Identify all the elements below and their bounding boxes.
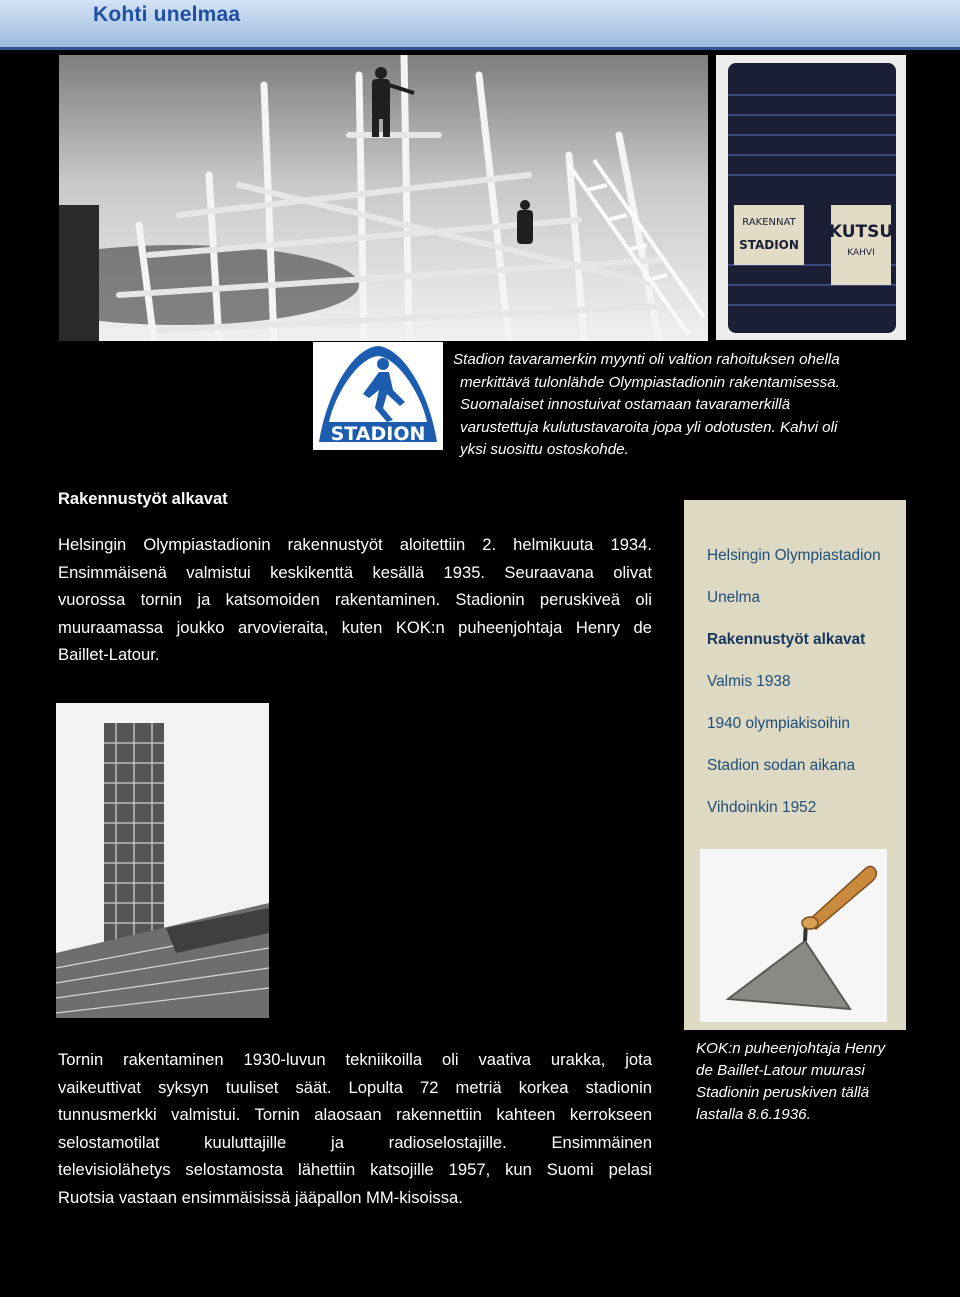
- coffee-tin-photo: [716, 55, 906, 340]
- intro-paragraph: [58, 531, 652, 669]
- caption-line: de Baillet-Latour muurasi: [696, 1062, 865, 1079]
- sidebar-item-1940-olympiakisoihin[interactable]: 1940 olympiakisoihin: [707, 715, 850, 732]
- scaffold-photo: [59, 55, 708, 341]
- caption-line: Suomalaiset innostuivat ostamaan tavaramerkillä: [460, 396, 791, 413]
- caption-line: yksi suosittu ostoskohde.: [460, 441, 629, 458]
- sidebar-item-valmis-1938[interactable]: Valmis 1938: [707, 673, 791, 690]
- trowel-caption: [696, 1038, 916, 1126]
- sidebar-item-unelma[interactable]: Unelma: [707, 589, 761, 606]
- caption-line: Stadion tavaramerkin myynti oli valtion rahoituksen ohella: [453, 351, 840, 368]
- sidebar-item-vihdoinkin-1952[interactable]: Vihdoinkin 1952: [707, 799, 817, 816]
- sidebar-item-helsingin-olympiastadion[interactable]: Helsingin Olympiastadion: [707, 547, 881, 564]
- paragraph-line: televisiolähetys selostamosta lähettiin katsojille 1957, kun Suomi pelasi: [58, 1160, 652, 1180]
- paragraph-line: tunnusmerkki valmistui. Tornin alaosaan rakennettiin kahteen kerrokseen: [58, 1105, 652, 1125]
- page-title: Kohti unelmaa: [93, 3, 241, 26]
- section-heading: Rakennustyöt alkavat: [58, 490, 228, 508]
- coffee-tin-illustration: [716, 55, 906, 340]
- paragraph-line: muuraamassa joukko arvovieraita, kuten KOK:n puheenjohtaja Henry de: [58, 617, 652, 637]
- tower-construction-photo: [56, 703, 269, 1018]
- trowel-photo: [700, 849, 887, 1022]
- tin-label-3: KUTSU: [828, 222, 894, 242]
- paragraph-line: Tornin rakentaminen 1930-luvun tekniikoilla oli vaativa urakka, jota: [58, 1050, 652, 1069]
- tin-label-1: RAKENNAT: [742, 217, 796, 228]
- sidebar-item-rakennustyot-alkavat[interactable]: Rakennustyöt alkavat: [707, 631, 866, 648]
- logo-text: STADION: [330, 423, 426, 445]
- caption-line: varustettuja kulutustavaroita jopa yli odotusten. Kahvi oli: [460, 418, 838, 436]
- tin-label-4: KAHVI: [847, 248, 875, 258]
- paragraph-line: vaikeuttivat syksyn tuuliset säät. Lopulta 72 metriä korkea stadionin: [58, 1077, 652, 1097]
- tin-label-2: STADION: [739, 238, 799, 252]
- paragraph-line: selostamotilat kuuluttajille ja radioselostajille. Ensimmäinen: [58, 1132, 652, 1152]
- sidebar-item-stadion-sodan-aikana[interactable]: Stadion sodan aikana: [707, 757, 856, 774]
- paragraph-line: vuorossa tornin ja katsomoiden rakentaminen. Stadionin peruskiveä oli: [58, 590, 652, 610]
- scaffold-illustration: [59, 55, 708, 341]
- caption-line: merkittävä tulonlähde Olympiastadionin rakentamisessa.: [460, 373, 840, 391]
- tower-paragraph: [58, 1046, 652, 1212]
- paragraph-line: Helsingin Olympiastadionin rakennustyöt aloitettiin 2. helmikuuta 1934.: [58, 535, 652, 554]
- top-caption: [453, 349, 893, 462]
- caption-line: KOK:n puheenjohtaja Henry: [696, 1040, 886, 1057]
- paragraph-line: Baillet-Latour.: [58, 645, 160, 665]
- caption-line: Stadionin peruskiven tällä: [696, 1084, 870, 1101]
- stadion-logo: [313, 342, 443, 450]
- paragraph-line: Ensimmäisenä valmistui keskikenttä kesällä 1935. Seuraavana olivat: [58, 562, 652, 582]
- paragraph-line: Ruotsia vastaan ensimmäisissä jääpallon MM-kisoissa.: [58, 1187, 463, 1207]
- caption-line: lastalla 8.6.1936.: [696, 1106, 811, 1123]
